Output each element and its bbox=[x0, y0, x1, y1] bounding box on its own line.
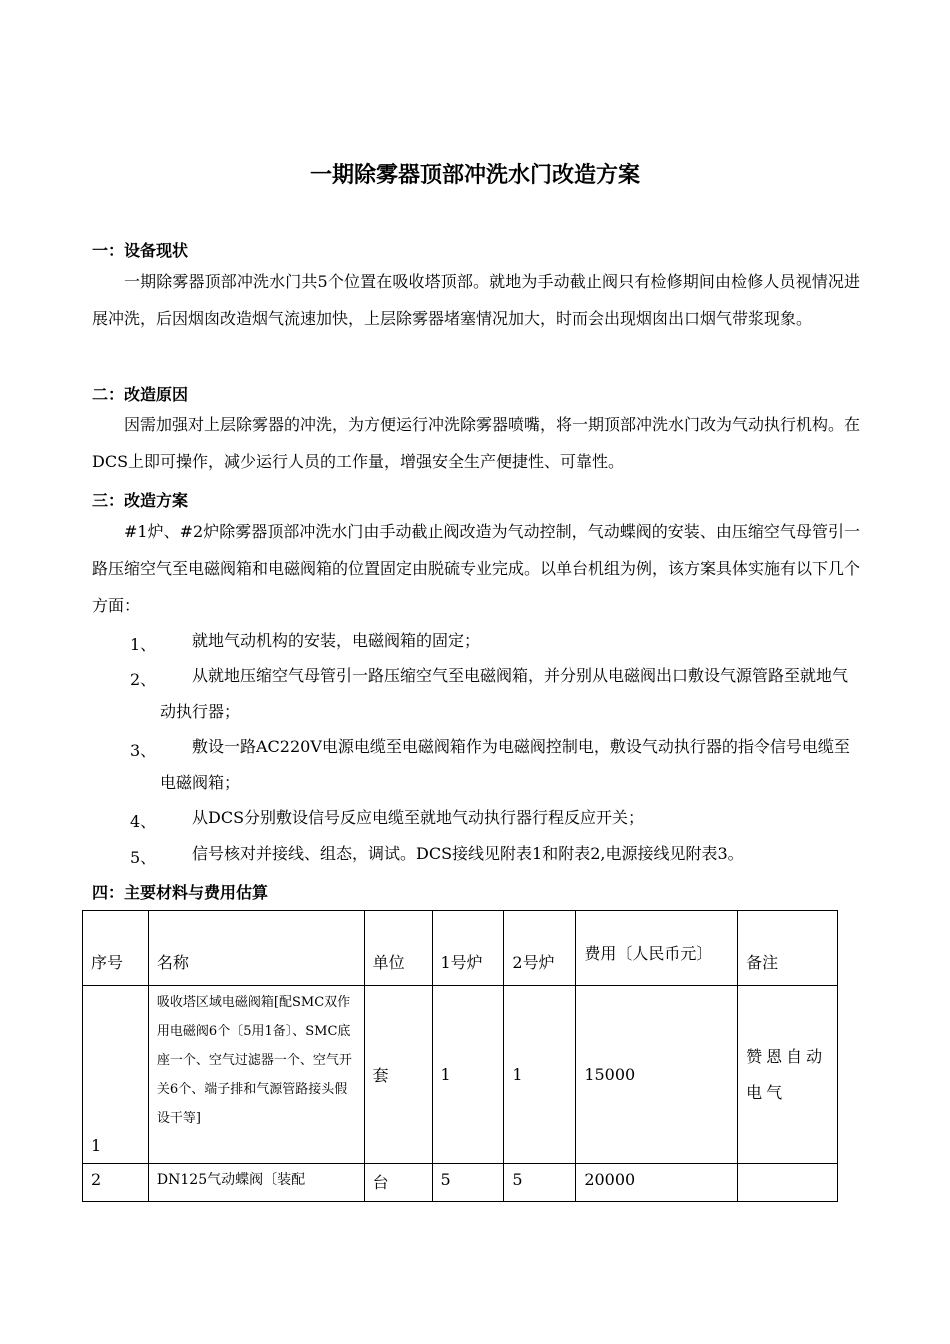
list-item-number: 1、 bbox=[130, 635, 157, 654]
list-item-number: 2、 bbox=[130, 670, 157, 689]
cell-boiler1: 5 bbox=[432, 1164, 504, 1202]
section-2-heading: 二：改造原因 bbox=[92, 385, 189, 404]
section-1-body: 一期除雾器顶部冲洗水门共5个位置在吸收塔顶部。就地为手动截止阀只有检修期间由检修人员视情况进展冲洗，后因烟囱改造烟气流速加快，上层除雾器堵塞情况加大，时而会出现烟囱出口烟气带浆现象。 bbox=[92, 272, 860, 328]
cell-no: 1 bbox=[83, 986, 149, 1164]
cost-table bbox=[82, 910, 838, 1202]
list-item-number: 3、 bbox=[130, 741, 157, 760]
section-1-heading: 一：设备现状 bbox=[92, 241, 189, 260]
table-row bbox=[83, 986, 838, 1164]
cell-name: 吸收塔区域电磁阀箱[配SMC双作用电磁阀6个〔5用1备〕、SMC底座一个、空气过滤器一个、空气开关6个、端子排和气源管路接头假设干等] bbox=[148, 986, 364, 1164]
document-title: 一期除雾器顶部冲洗水门改造方案 bbox=[309, 163, 640, 188]
list-item: 敷设一路AC220V电源电缆至电磁阀箱作为电磁阀控制电，敷设气动执行器的指令信号电缆至电磁阀箱； bbox=[160, 737, 850, 792]
list-item: 从就地压缩空气母管引一路压缩空气至电磁阀箱，并分别从电磁阀出口敷设气源管路至就地气动执行器； bbox=[160, 666, 849, 721]
list-item-number: 4、 bbox=[130, 812, 157, 831]
list-item: 信号核对并接线、组态，调试。DCS接线见附表1和附表2,电源接线见附表3。 bbox=[192, 844, 744, 863]
section-2-body: 因需加强对上层除雾器的冲洗，为方便运行冲洗除雾器喷嘴，将一期顶部冲洗水门改为气动执行机构。在DCS上即可操作，减少运行人员的工作量，增强安全生产便捷性、可靠性。 bbox=[92, 415, 861, 471]
list-item: 就地气动机构的安装，电磁阀箱的固定； bbox=[192, 631, 481, 650]
cell-boiler2: 5 bbox=[504, 1164, 576, 1202]
header-no: 序号 bbox=[83, 911, 149, 986]
list-item-number: 5、 bbox=[130, 848, 157, 867]
header-boiler1: 1号炉 bbox=[432, 911, 504, 986]
cell-cost: 20000 bbox=[576, 1164, 738, 1202]
section-4-heading: 四：主要材料与费用估算 bbox=[92, 883, 269, 902]
header-note: 备注 bbox=[738, 911, 838, 986]
cell-note: 赞恩自动电气 bbox=[738, 986, 838, 1164]
header-unit: 单位 bbox=[364, 911, 432, 986]
table-header-row bbox=[83, 911, 838, 986]
header-boiler2: 2号炉 bbox=[504, 911, 576, 986]
cell-unit: 台 bbox=[364, 1164, 432, 1202]
cell-boiler1: 1 bbox=[432, 986, 504, 1164]
header-cost: 费用〔人民币元〕 bbox=[576, 911, 738, 986]
cell-no: 2 bbox=[83, 1164, 149, 1202]
list-item: 从DCS分别敷设信号反应电缆至就地气动执行器行程反应开关； bbox=[192, 808, 645, 827]
section-3-heading: 三：改造方案 bbox=[92, 491, 189, 510]
cell-note bbox=[738, 1164, 838, 1202]
section-3-body: #1炉、#2炉除雾器顶部冲洗水门由手动截止阀改造为气动控制，气动蝶阀的安装、由压缩空气母管引一路压缩空气至电磁阀箱和电磁阀箱的位置固定由脱硫专业完成。以单台机组为例，该方案具体实施有以下几个方面： bbox=[92, 522, 861, 615]
cell-boiler2: 1 bbox=[504, 986, 576, 1164]
cell-unit: 套 bbox=[364, 986, 432, 1164]
table-row bbox=[83, 1164, 838, 1202]
cell-name: DN125气动蝶阀〔装配 bbox=[148, 1164, 364, 1202]
header-name: 名称 bbox=[148, 911, 364, 986]
cell-cost: 15000 bbox=[576, 986, 738, 1164]
